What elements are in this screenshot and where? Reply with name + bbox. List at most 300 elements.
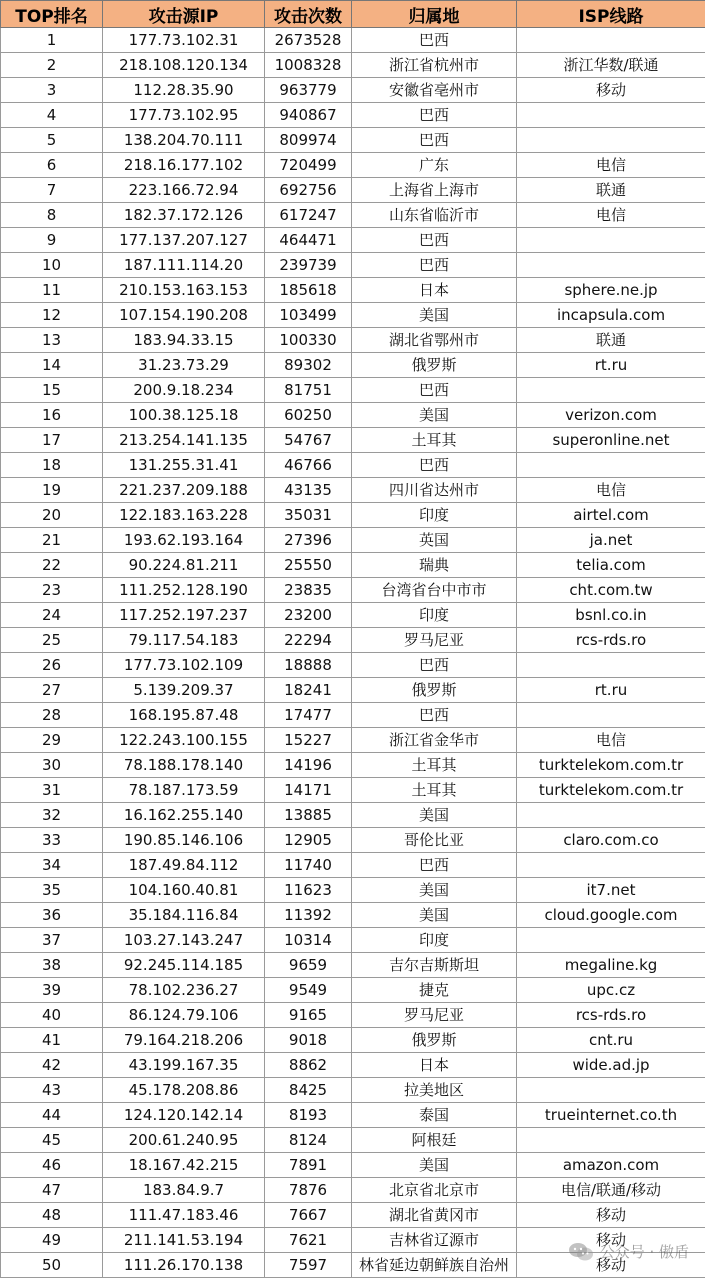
isp-cell: 联通 xyxy=(517,178,705,203)
table-row xyxy=(1,278,705,303)
isp-cell: turktelekom.com.tr xyxy=(517,778,705,803)
rank-cell: 30 xyxy=(1,753,103,778)
table-row xyxy=(1,478,705,503)
ip-cell: 223.166.72.94 xyxy=(103,178,265,203)
table-row xyxy=(1,103,705,128)
ip-cell: 45.178.208.86 xyxy=(103,1078,265,1103)
location-cell: 上海省上海市 xyxy=(352,178,517,203)
table-row xyxy=(1,228,705,253)
location-cell: 山东省临沂市 xyxy=(352,203,517,228)
table-row xyxy=(1,1153,705,1178)
count-cell: 46766 xyxy=(265,453,352,478)
rank-cell: 27 xyxy=(1,678,103,703)
rank-cell: 49 xyxy=(1,1228,103,1253)
table-row xyxy=(1,1178,705,1203)
ip-cell: 111.47.183.46 xyxy=(103,1203,265,1228)
count-cell: 8862 xyxy=(265,1053,352,1078)
header-source-ip: 攻击源IP xyxy=(103,1,265,28)
rank-cell: 11 xyxy=(1,278,103,303)
isp-cell xyxy=(517,28,705,53)
ip-cell: 182.37.172.126 xyxy=(103,203,265,228)
table-row xyxy=(1,603,705,628)
rank-cell: 18 xyxy=(1,453,103,478)
location-cell: 浙江省杭州市 xyxy=(352,53,517,78)
count-cell: 18888 xyxy=(265,653,352,678)
ip-cell: 16.162.255.140 xyxy=(103,803,265,828)
isp-cell: telia.com xyxy=(517,553,705,578)
count-cell: 2673528 xyxy=(265,28,352,53)
isp-cell xyxy=(517,853,705,878)
table-row xyxy=(1,78,705,103)
table-row xyxy=(1,1078,705,1103)
isp-cell: 电信 xyxy=(517,478,705,503)
count-cell: 43135 xyxy=(265,478,352,503)
ip-cell: 78.187.173.59 xyxy=(103,778,265,803)
isp-cell: turktelekom.com.tr xyxy=(517,753,705,778)
table-row xyxy=(1,878,705,903)
isp-cell xyxy=(517,653,705,678)
count-cell: 14196 xyxy=(265,753,352,778)
location-cell: 土耳其 xyxy=(352,428,517,453)
ip-cell: 187.49.84.112 xyxy=(103,853,265,878)
count-cell: 89302 xyxy=(265,353,352,378)
rank-cell: 7 xyxy=(1,178,103,203)
isp-cell xyxy=(517,378,705,403)
ip-cell: 177.73.102.95 xyxy=(103,103,265,128)
count-cell: 7891 xyxy=(265,1153,352,1178)
ip-cell: 92.245.114.185 xyxy=(103,953,265,978)
count-cell: 18241 xyxy=(265,678,352,703)
ip-cell: 111.252.128.190 xyxy=(103,578,265,603)
table-row xyxy=(1,153,705,178)
ip-cell: 177.137.207.127 xyxy=(103,228,265,253)
rank-cell: 3 xyxy=(1,78,103,103)
count-cell: 1008328 xyxy=(265,53,352,78)
rank-cell: 8 xyxy=(1,203,103,228)
location-cell: 日本 xyxy=(352,278,517,303)
isp-cell: 移动 xyxy=(517,1203,705,1228)
isp-cell: incapsula.com xyxy=(517,303,705,328)
location-cell: 巴西 xyxy=(352,228,517,253)
ip-cell: 183.94.33.15 xyxy=(103,328,265,353)
rank-cell: 48 xyxy=(1,1203,103,1228)
table-row xyxy=(1,653,705,678)
ip-cell: 124.120.142.14 xyxy=(103,1103,265,1128)
location-cell: 湖北省鄂州市 xyxy=(352,328,517,353)
isp-cell xyxy=(517,453,705,478)
ip-cell: 86.124.79.106 xyxy=(103,1003,265,1028)
isp-cell xyxy=(517,228,705,253)
ip-cell: 104.160.40.81 xyxy=(103,878,265,903)
table-row xyxy=(1,753,705,778)
count-cell: 60250 xyxy=(265,403,352,428)
count-cell: 23835 xyxy=(265,578,352,603)
count-cell: 940867 xyxy=(265,103,352,128)
table-row xyxy=(1,1103,705,1128)
isp-cell: airtel.com xyxy=(517,503,705,528)
table-row xyxy=(1,703,705,728)
location-cell: 巴西 xyxy=(352,453,517,478)
rank-cell: 15 xyxy=(1,378,103,403)
table-row xyxy=(1,403,705,428)
rank-cell: 33 xyxy=(1,828,103,853)
location-cell: 俄罗斯 xyxy=(352,1028,517,1053)
location-cell: 巴西 xyxy=(352,128,517,153)
ip-cell: 117.252.197.237 xyxy=(103,603,265,628)
count-cell: 8425 xyxy=(265,1078,352,1103)
count-cell: 617247 xyxy=(265,203,352,228)
isp-cell: upc.cz xyxy=(517,978,705,1003)
watermark-text: 公众号 · 傲盾 xyxy=(599,1243,689,1261)
rank-cell: 39 xyxy=(1,978,103,1003)
rank-cell: 47 xyxy=(1,1178,103,1203)
count-cell: 8193 xyxy=(265,1103,352,1128)
isp-cell xyxy=(517,128,705,153)
ip-cell: 131.255.31.41 xyxy=(103,453,265,478)
count-cell: 7621 xyxy=(265,1228,352,1253)
count-cell: 27396 xyxy=(265,528,352,553)
header-isp: ISP线路 xyxy=(517,1,705,28)
count-cell: 25550 xyxy=(265,553,352,578)
count-cell: 464471 xyxy=(265,228,352,253)
header-rank: TOP排名 xyxy=(1,1,103,28)
rank-cell: 32 xyxy=(1,803,103,828)
location-cell: 北京省北京市 xyxy=(352,1178,517,1203)
isp-cell: superonline.net xyxy=(517,428,705,453)
count-cell: 13885 xyxy=(265,803,352,828)
ip-cell: 100.38.125.18 xyxy=(103,403,265,428)
count-cell: 185618 xyxy=(265,278,352,303)
ip-cell: 31.23.73.29 xyxy=(103,353,265,378)
isp-cell xyxy=(517,253,705,278)
rank-cell: 43 xyxy=(1,1078,103,1103)
location-cell: 四川省达州市 xyxy=(352,478,517,503)
location-cell: 瑞典 xyxy=(352,553,517,578)
ip-cell: 218.16.177.102 xyxy=(103,153,265,178)
count-cell: 7597 xyxy=(265,1253,352,1278)
location-cell: 湖北省黄冈市 xyxy=(352,1203,517,1228)
isp-cell: amazon.com xyxy=(517,1153,705,1178)
location-cell: 巴西 xyxy=(352,703,517,728)
rank-cell: 26 xyxy=(1,653,103,678)
ip-cell: 200.61.240.95 xyxy=(103,1128,265,1153)
rank-cell: 44 xyxy=(1,1103,103,1128)
count-cell: 10314 xyxy=(265,928,352,953)
rank-cell: 1 xyxy=(1,28,103,53)
isp-cell: cloud.google.com xyxy=(517,903,705,928)
ip-cell: 112.28.35.90 xyxy=(103,78,265,103)
location-cell: 浙江省金华市 xyxy=(352,728,517,753)
location-cell: 泰国 xyxy=(352,1103,517,1128)
isp-cell xyxy=(517,803,705,828)
ip-cell: 43.199.167.35 xyxy=(103,1053,265,1078)
rank-cell: 24 xyxy=(1,603,103,628)
isp-cell: 移动 xyxy=(517,78,705,103)
isp-cell: verizon.com xyxy=(517,403,705,428)
rank-cell: 16 xyxy=(1,403,103,428)
rank-cell: 42 xyxy=(1,1053,103,1078)
isp-cell: rt.ru xyxy=(517,353,705,378)
location-cell: 印度 xyxy=(352,928,517,953)
count-cell: 7876 xyxy=(265,1178,352,1203)
table-row xyxy=(1,503,705,528)
header-location: 归属地 xyxy=(352,1,517,28)
location-cell: 土耳其 xyxy=(352,753,517,778)
count-cell: 11392 xyxy=(265,903,352,928)
table-row xyxy=(1,528,705,553)
isp-cell: megaline.kg xyxy=(517,953,705,978)
isp-cell xyxy=(517,703,705,728)
ip-cell: 193.62.193.164 xyxy=(103,528,265,553)
rank-cell: 5 xyxy=(1,128,103,153)
ip-cell: 210.153.163.153 xyxy=(103,278,265,303)
ip-cell: 183.84.9.7 xyxy=(103,1178,265,1203)
location-cell: 美国 xyxy=(352,1153,517,1178)
rank-cell: 35 xyxy=(1,878,103,903)
isp-cell: 电信/联通/移动 xyxy=(517,1178,705,1203)
count-cell: 103499 xyxy=(265,303,352,328)
isp-cell: 移动 xyxy=(517,1228,705,1253)
ip-cell: 79.164.218.206 xyxy=(103,1028,265,1053)
table-row xyxy=(1,678,705,703)
isp-cell: wide.ad.jp xyxy=(517,1053,705,1078)
rank-cell: 10 xyxy=(1,253,103,278)
location-cell: 捷克 xyxy=(352,978,517,1003)
isp-cell xyxy=(517,1078,705,1103)
count-cell: 809974 xyxy=(265,128,352,153)
rank-cell: 13 xyxy=(1,328,103,353)
isp-cell: 联通 xyxy=(517,328,705,353)
location-cell: 哥伦比亚 xyxy=(352,828,517,853)
rank-cell: 19 xyxy=(1,478,103,503)
table-row xyxy=(1,1028,705,1053)
table-row xyxy=(1,578,705,603)
count-cell: 14171 xyxy=(265,778,352,803)
ip-cell: 79.117.54.183 xyxy=(103,628,265,653)
location-cell: 吉尔吉斯斯坦 xyxy=(352,953,517,978)
ip-cell: 90.224.81.211 xyxy=(103,553,265,578)
isp-cell: rcs-rds.ro xyxy=(517,628,705,653)
ip-cell: 168.195.87.48 xyxy=(103,703,265,728)
ip-cell: 18.167.42.215 xyxy=(103,1153,265,1178)
count-cell: 81751 xyxy=(265,378,352,403)
ip-cell: 122.243.100.155 xyxy=(103,728,265,753)
rank-cell: 17 xyxy=(1,428,103,453)
count-cell: 22294 xyxy=(265,628,352,653)
rank-cell: 45 xyxy=(1,1128,103,1153)
location-cell: 林省延边朝鲜族自治州 xyxy=(352,1253,517,1278)
location-cell: 巴西 xyxy=(352,28,517,53)
location-cell: 巴西 xyxy=(352,853,517,878)
table-row xyxy=(1,453,705,478)
header-attack-count: 攻击次数 xyxy=(265,1,352,28)
isp-cell: ja.net xyxy=(517,528,705,553)
count-cell: 11623 xyxy=(265,878,352,903)
isp-cell: claro.com.co xyxy=(517,828,705,853)
table-row xyxy=(1,1053,705,1078)
ip-cell: 177.73.102.31 xyxy=(103,28,265,53)
location-cell: 巴西 xyxy=(352,253,517,278)
table-body xyxy=(1,28,705,1278)
ip-cell: 190.85.146.106 xyxy=(103,828,265,853)
table-row xyxy=(1,1253,705,1278)
count-cell: 7667 xyxy=(265,1203,352,1228)
rank-cell: 2 xyxy=(1,53,103,78)
location-cell: 土耳其 xyxy=(352,778,517,803)
count-cell: 100330 xyxy=(265,328,352,353)
table-row xyxy=(1,203,705,228)
rank-cell: 29 xyxy=(1,728,103,753)
location-cell: 阿根廷 xyxy=(352,1128,517,1153)
table-row xyxy=(1,1128,705,1153)
ip-cell: 103.27.143.247 xyxy=(103,928,265,953)
location-cell: 美国 xyxy=(352,303,517,328)
ip-cell: 213.254.141.135 xyxy=(103,428,265,453)
table-row xyxy=(1,628,705,653)
table-row xyxy=(1,53,705,78)
isp-cell xyxy=(517,103,705,128)
isp-cell: 电信 xyxy=(517,203,705,228)
rank-cell: 37 xyxy=(1,928,103,953)
isp-cell: 电信 xyxy=(517,728,705,753)
rank-cell: 6 xyxy=(1,153,103,178)
count-cell: 692756 xyxy=(265,178,352,203)
count-cell: 8124 xyxy=(265,1128,352,1153)
location-cell: 巴西 xyxy=(352,103,517,128)
ip-cell: 187.111.114.20 xyxy=(103,253,265,278)
rank-cell: 28 xyxy=(1,703,103,728)
table-row xyxy=(1,428,705,453)
table-row xyxy=(1,28,705,53)
rank-cell: 22 xyxy=(1,553,103,578)
rank-cell: 4 xyxy=(1,103,103,128)
location-cell: 印度 xyxy=(352,503,517,528)
table-row xyxy=(1,728,705,753)
ip-cell: 200.9.18.234 xyxy=(103,378,265,403)
table-row xyxy=(1,553,705,578)
location-cell: 美国 xyxy=(352,878,517,903)
rank-cell: 46 xyxy=(1,1153,103,1178)
count-cell: 11740 xyxy=(265,853,352,878)
count-cell: 9018 xyxy=(265,1028,352,1053)
location-cell: 罗马尼亚 xyxy=(352,628,517,653)
table-row xyxy=(1,178,705,203)
table-row xyxy=(1,903,705,928)
ip-cell: 211.141.53.194 xyxy=(103,1228,265,1253)
location-cell: 印度 xyxy=(352,603,517,628)
table-row xyxy=(1,953,705,978)
rank-cell: 25 xyxy=(1,628,103,653)
ip-cell: 107.154.190.208 xyxy=(103,303,265,328)
table-row xyxy=(1,128,705,153)
isp-cell: it7.net xyxy=(517,878,705,903)
isp-cell: sphere.ne.jp xyxy=(517,278,705,303)
table-row xyxy=(1,778,705,803)
location-cell: 巴西 xyxy=(352,378,517,403)
count-cell: 54767 xyxy=(265,428,352,453)
location-cell: 美国 xyxy=(352,903,517,928)
count-cell: 239739 xyxy=(265,253,352,278)
rank-cell: 31 xyxy=(1,778,103,803)
isp-cell: 浙江华数/联通 xyxy=(517,53,705,78)
count-cell: 963779 xyxy=(265,78,352,103)
isp-cell: 电信 xyxy=(517,153,705,178)
isp-cell: rcs-rds.ro xyxy=(517,1003,705,1028)
rank-cell: 9 xyxy=(1,228,103,253)
count-cell: 9659 xyxy=(265,953,352,978)
isp-cell: trueinternet.co.th xyxy=(517,1103,705,1128)
rank-cell: 41 xyxy=(1,1028,103,1053)
location-cell: 广东 xyxy=(352,153,517,178)
location-cell: 吉林省辽源市 xyxy=(352,1228,517,1253)
table-row xyxy=(1,253,705,278)
count-cell: 35031 xyxy=(265,503,352,528)
table-row xyxy=(1,1003,705,1028)
rank-cell: 34 xyxy=(1,853,103,878)
rank-cell: 38 xyxy=(1,953,103,978)
location-cell: 台湾省台中市市 xyxy=(352,578,517,603)
rank-cell: 21 xyxy=(1,528,103,553)
location-cell: 俄罗斯 xyxy=(352,353,517,378)
header-row xyxy=(1,1,705,28)
location-cell: 美国 xyxy=(352,803,517,828)
count-cell: 17477 xyxy=(265,703,352,728)
count-cell: 15227 xyxy=(265,728,352,753)
location-cell: 英国 xyxy=(352,528,517,553)
table-row xyxy=(1,303,705,328)
isp-cell: rt.ru xyxy=(517,678,705,703)
isp-cell: 移动 xyxy=(517,1253,705,1278)
isp-cell: cht.com.tw xyxy=(517,578,705,603)
table-row xyxy=(1,828,705,853)
rank-cell: 36 xyxy=(1,903,103,928)
location-cell: 罗马尼亚 xyxy=(352,1003,517,1028)
rank-cell: 50 xyxy=(1,1253,103,1278)
isp-cell xyxy=(517,1128,705,1153)
location-cell: 俄罗斯 xyxy=(352,678,517,703)
count-cell: 9165 xyxy=(265,1003,352,1028)
rank-cell: 12 xyxy=(1,303,103,328)
table-row xyxy=(1,803,705,828)
ip-cell: 138.204.70.111 xyxy=(103,128,265,153)
isp-cell xyxy=(517,928,705,953)
table-row xyxy=(1,978,705,1003)
ip-cell: 78.188.178.140 xyxy=(103,753,265,778)
table-row xyxy=(1,1228,705,1253)
ip-cell: 35.184.116.84 xyxy=(103,903,265,928)
rank-cell: 14 xyxy=(1,353,103,378)
location-cell: 拉美地区 xyxy=(352,1078,517,1103)
table-row xyxy=(1,378,705,403)
ip-cell: 122.183.163.228 xyxy=(103,503,265,528)
ip-cell: 218.108.120.134 xyxy=(103,53,265,78)
ip-cell: 111.26.170.138 xyxy=(103,1253,265,1278)
isp-cell: cnt.ru xyxy=(517,1028,705,1053)
ip-cell: 221.237.209.188 xyxy=(103,478,265,503)
isp-cell: bsnl.co.in xyxy=(517,603,705,628)
ip-cell: 78.102.236.27 xyxy=(103,978,265,1003)
ip-cell: 177.73.102.109 xyxy=(103,653,265,678)
count-cell: 12905 xyxy=(265,828,352,853)
count-cell: 9549 xyxy=(265,978,352,1003)
table-row xyxy=(1,328,705,353)
location-cell: 日本 xyxy=(352,1053,517,1078)
table-row xyxy=(1,928,705,953)
table-row xyxy=(1,853,705,878)
table-row xyxy=(1,1203,705,1228)
count-cell: 23200 xyxy=(265,603,352,628)
location-cell: 美国 xyxy=(352,403,517,428)
